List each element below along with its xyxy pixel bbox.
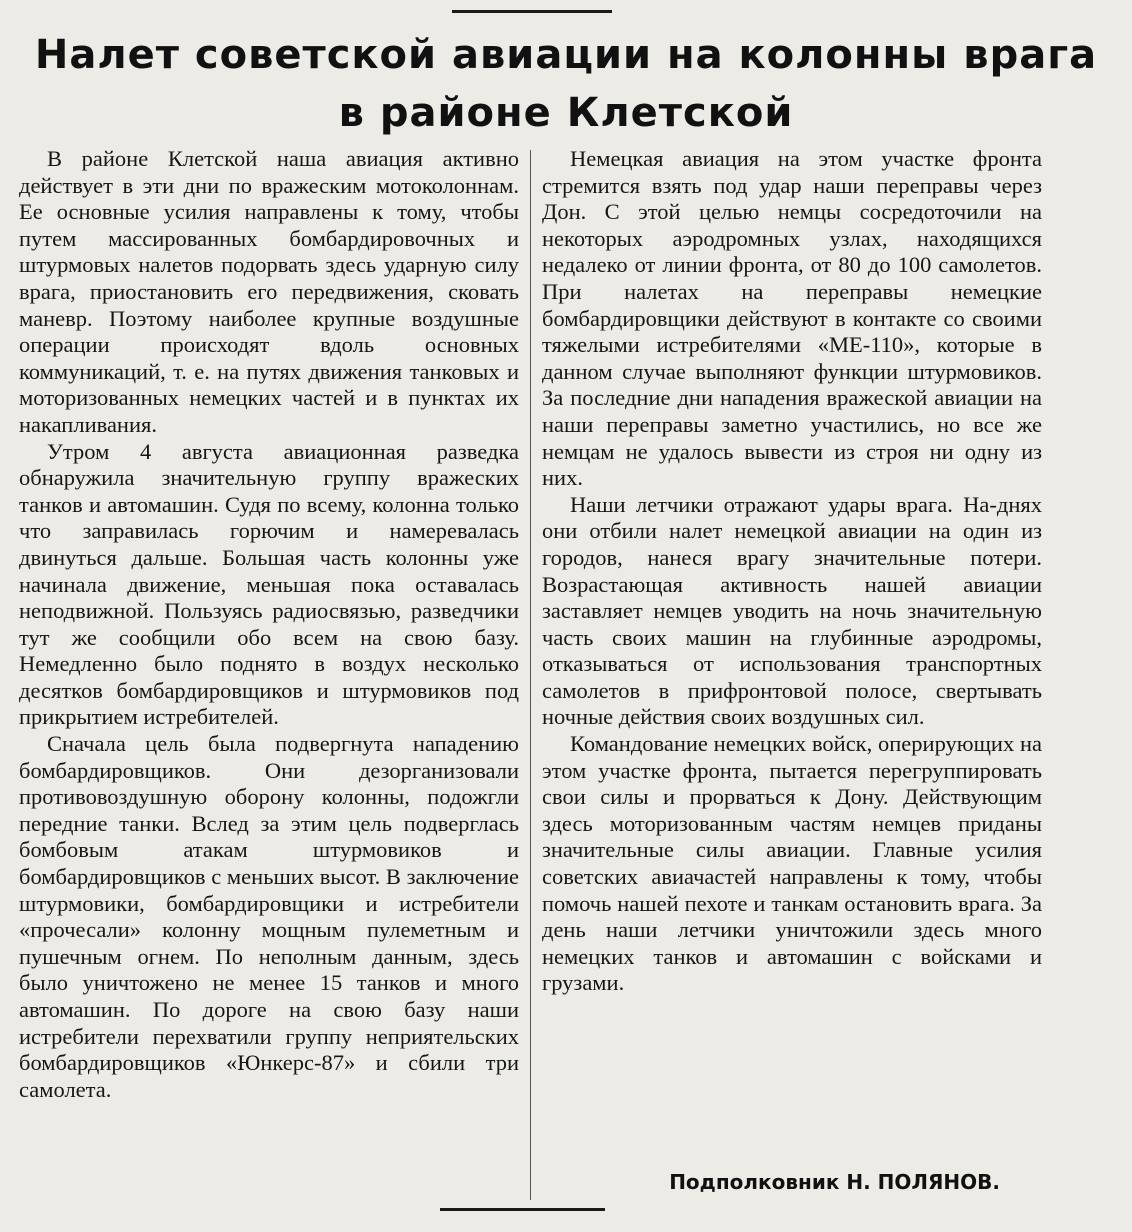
article-paragraph: В районе Клетской наша авиация активно действует в эти дни по вражеским мотоколоннам. Ее основные усилия направлены к тому, чтобы путем массированных бомбардировочных и штурмовых налетов подорвать здесь ударную силу врага, приостановить его передвижения, сковать маневр. Поэтому наиболее крупные воздушные операции происходят вдоль основных коммуникаций, т. е. на путях движения танковых и моторизованных немецких частей и в пунктах их накапливания.	[19, 146, 519, 437]
author-signature: Подполковник Н. ПОЛЯНОВ.	[669, 1170, 1000, 1194]
article-column-left	[19, 146, 519, 1103]
article-paragraph: Командование немецких войск, оперирующих на этом участке фронта, пытается перегруппировать свои силы и прорваться к Дону. Действующим здесь моторизованным частям немцев приданы значительные силы авиации. Главные усилия советских авиачастей направлены к тому, чтобы помочь нашей пехоте и танкам остановить врага. За день наши летчики уничтожили здесь много немецких танков и автомашин с войсками и грузами.	[542, 731, 1042, 996]
top-divider-rule	[452, 10, 612, 13]
article-column-right	[542, 146, 1042, 997]
article-headline: Налет советской авиации на колонны врага в районе Клетской	[34, 32, 1098, 136]
article-paragraph: Немецкая авиация на этом участке фронта стремится взять под удар наши переправы через Дон. С этой целью немцы сосредоточили на некоторых аэродромных узлах, находящихся недалеко от линии фронта, от 80 до 100 самолетов. При налетах на переправы немецкие бомбардировщики действуют в контакте со своими тяжелыми истребителями «МЕ-110», которые в данном случае выполняют функции штурмовиков. За последние дни нападения вражеской авиации на наши переправы заметно участились, но все же немцам не удалось вывести из строя ни одну из них.	[542, 146, 1042, 491]
article-paragraph: Наши летчики отражают удары врага. На-днях они отбили налет немецкой авиации на один из городов, нанеся врагу значительные потери. Возрастающая активность нашей авиации заставляет немцев уводить на ночь значительную часть своих машин на глубинные аэродромы, отказываться от использования транспортных самолетов в прифронтовой полосе, свертывать ночные действия своих воздушных сил.	[542, 491, 1042, 730]
column-divider-line	[530, 150, 531, 1200]
bottom-divider-rule	[440, 1208, 605, 1211]
article-paragraph: Утром 4 августа авиационная разведка обнаружила значительную группу вражеских танков и автомашин. Судя по всему, колонна только что заправилась горючим и намеревалась двинуться дальше. Большая часть колонны уже начинала движение, меньшая пока оставалась неподвижной. Пользуясь радиосвязью, разведчики тут же сообщили обо всем на свою базу. Немедленно было поднято в воздух несколько десятков бомбардировщиков и штурмовиков под прикрытием истребителей.	[19, 438, 519, 730]
article-paragraph: Сначала цель была подвергнута нападению бомбардировщиков. Они дезорганизовали противовоздушную оборону колонны, подожгли передние танки. Вслед за этим цель подверглась бомбовым атакам штурмовиков и бомбардировщиков с меньших высот. В заключение штурмовики, бомбардировщики и истребители «прочесали» колонну мощным пулеметным и пушечным огнем. По неполным данным, здесь было уничтожено не менее 15 танков и много автомашин. По дороге на свою базу наши истребители перехватили группу неприятельских бомбардировщиков «Юнкерс-87» и сбили три самолета.	[19, 731, 519, 1102]
